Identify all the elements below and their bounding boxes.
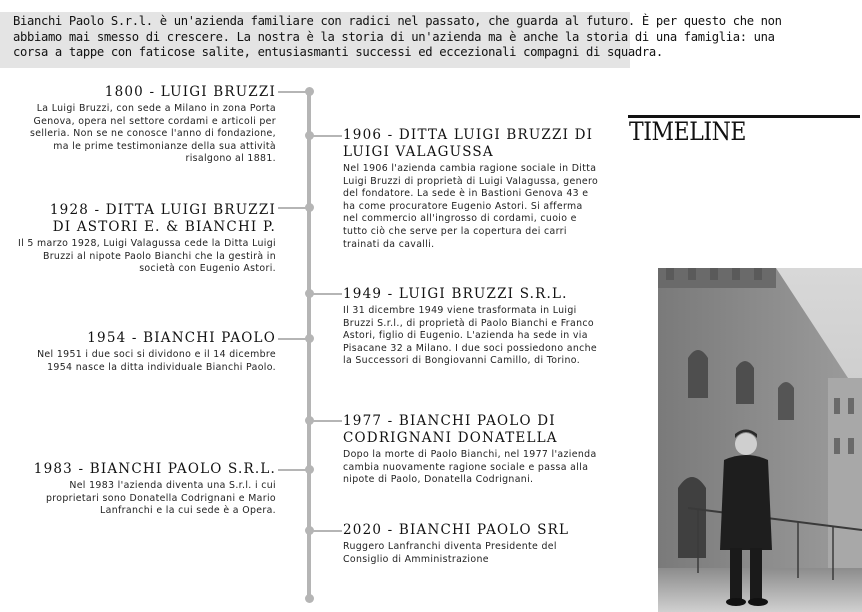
entry-title: 1954 - BIANCHI PAOLO xyxy=(87,330,276,346)
connector-2020 xyxy=(310,530,342,532)
entry-text: Nel 1951 i due soci si dividono e il 14 dicembre 1954 nasce la ditta individuale Bianchi Paolo. xyxy=(37,349,276,373)
entry-text: Ruggero Lanfranchi diventa Presidente del Consiglio di Amministrazione xyxy=(343,541,557,565)
entry-1928 xyxy=(18,202,276,276)
historic-photo-icon xyxy=(658,268,862,612)
entry-1977 xyxy=(343,413,599,487)
entry-1949 xyxy=(343,286,599,368)
entry-title: 1800 - LUIGI BRUZZI xyxy=(104,84,276,100)
entry-title: 1949 - LUIGI BRUZZI S.R.L. xyxy=(343,286,568,302)
entry-text: Il 31 dicembre 1949 viene trasformata in Luigi Bruzzi S.r.l., di proprietà di Paolo Bianchi e Franco Astori, figlio di Eugenio. L'azienda ha sede in via Pisacane 32 a Milano. I due soci possiedono anche la Successori di Bongiovanni Camillo, di Torino. xyxy=(343,305,598,367)
historic-photo xyxy=(658,268,862,612)
entry-1983 xyxy=(18,461,276,518)
entry-title: 1906 - DITTA LUIGI BRUZZI DI LUIGI VALAGUSSA xyxy=(343,127,594,160)
timeline-dot-end xyxy=(305,594,314,603)
entry-text: Nel 1983 l'azienda diventa una S.r.l. i cui proprietari sono Donatella Codrignani e Mario Lanfranchi e la cui sede è a Opera. xyxy=(45,480,276,517)
connector-1928 xyxy=(278,207,308,209)
entry-1906 xyxy=(343,127,599,251)
entry-text: Il 5 marzo 1928, Luigi Valagussa cede la Ditta Luigi Bruzzi al nipote Paolo Bianchi che la gestirà in società con Eugenio Astori. xyxy=(18,238,276,275)
connector-1906 xyxy=(310,135,342,137)
connector-1954 xyxy=(278,338,308,340)
entry-text: Dopo la morte di Paolo Bianchi, nel 1977 l'azienda cambia nuovamente ragione sociale e passa alla nipote di Paolo, Donatella Codrignani. xyxy=(343,449,597,486)
intro-text: Bianchi Paolo S.r.l. è un'azienda familiare con radici nel passato, che guarda al futuro. È per questo che non abbiamo mai smesso di crescere. La nostra è la storia di un'azienda ma è anche la storia di una famiglia: una corsa a tappe con faticose salite, entusiasmanti successi ed eccezionali compagni di squadra. xyxy=(13,14,782,59)
timeline-title: TIMELINE xyxy=(629,117,747,146)
entry-title: 1977 - BIANCHI PAOLO DI CODRIGNANI DONATELLA xyxy=(343,413,558,446)
entry-title: 1983 - BIANCHI PAOLO S.R.L. xyxy=(33,461,276,477)
entry-text: La Luigi Bruzzi, con sede a Milano in zona Porta Genova, opera nel settore cordami e articoli per selleria. Non se ne conosce l'anno di fondazione, ma le prime testimonianze della sua attività risalgono al 1881. xyxy=(30,103,276,165)
connector-1983 xyxy=(278,469,308,471)
entry-title: 2020 - BIANCHI PAOLO SRL xyxy=(343,522,570,538)
connector-1949 xyxy=(310,293,342,295)
entry-1800 xyxy=(18,84,276,166)
entry-title: 1928 - DITTA LUIGI BRUZZI DI ASTORI E. & BIANCHI P. xyxy=(49,202,276,235)
entry-text: Nel 1906 l'azienda cambia ragione sociale in Ditta Luigi Bruzzi di proprietà di Luigi Valagussa, genero del fondatore. La sede è in Bastioni Genova 43 e ha come procuratore Eugenio Astori. Si afferma nel commercio all'ingrosso di cordami, cuoio e tutto ciò che serve per la copertura dei carri trainati da cavalli. xyxy=(343,163,599,250)
connector-1977 xyxy=(310,420,342,422)
timeline-bar xyxy=(307,88,311,600)
entry-2020 xyxy=(343,522,599,566)
entry-1954 xyxy=(18,330,276,374)
connector-1800 xyxy=(278,91,308,93)
